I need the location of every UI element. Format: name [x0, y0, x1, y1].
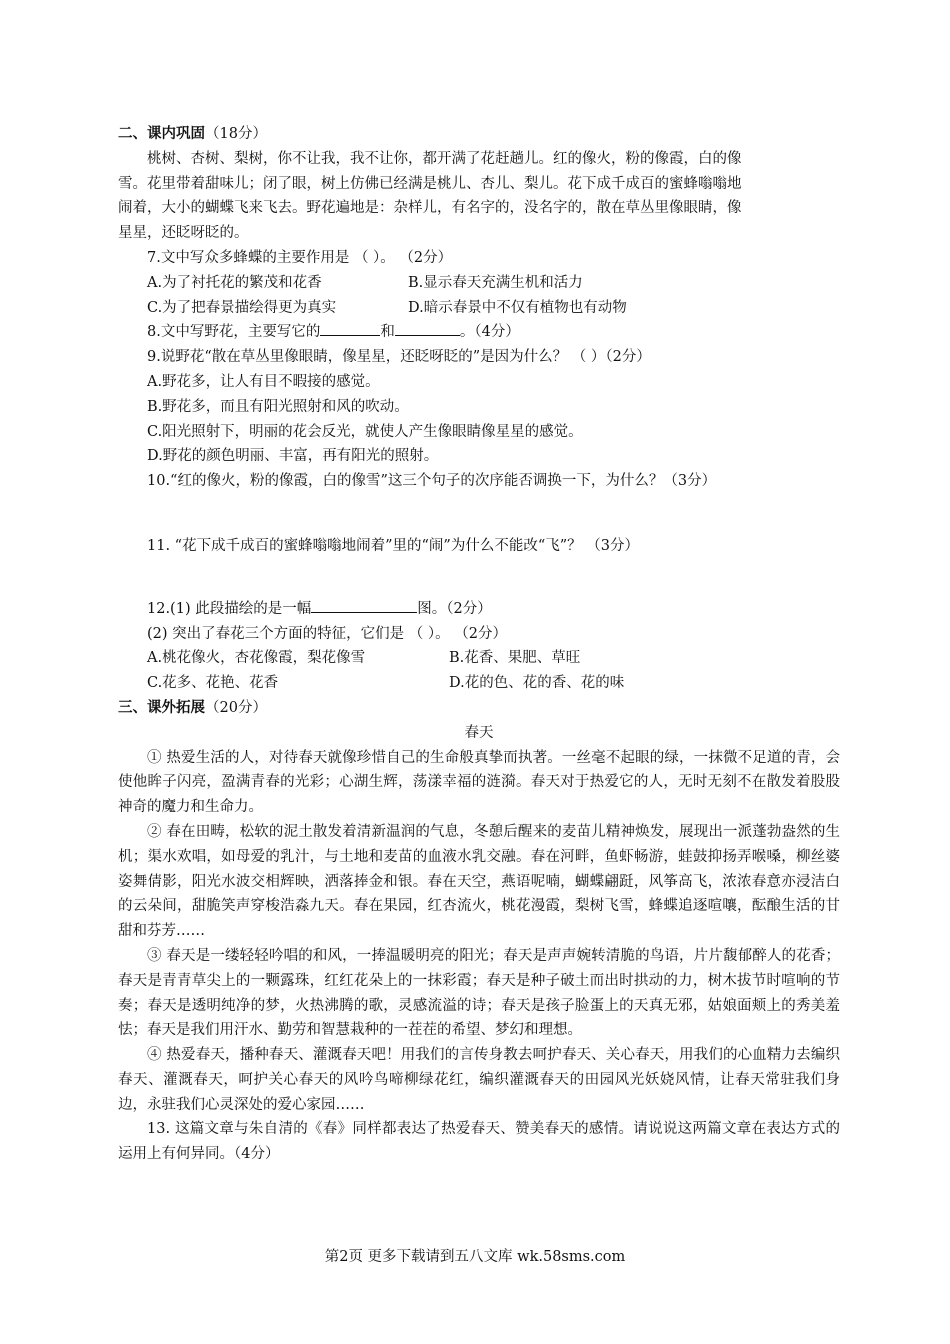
q12-text-2: 图。（2分） — [417, 600, 492, 617]
q12-option-a: A.桃花像火，杏花像霞，梨花像雪 — [147, 650, 366, 667]
section2-heading — [118, 122, 840, 147]
q9-option-c: C.阳光照射下，明丽的花会反光，就使人产生像眼睛像星星的感觉。 — [147, 423, 583, 440]
section2-title: 二、课内巩固 — [118, 125, 205, 142]
q9-option-d: D.野花的颜色明丽、丰富，再有阳光的照射。 — [147, 448, 439, 465]
question-9: 9.说野花“散在草丛里像眼睛，像星星，还眨呀眨的”是因为什么？ （ ）（2分） — [147, 349, 651, 366]
passage-line: 雪。花里带着甜味儿；闭了眼，树上仿佛已经满是桃儿、杏儿、梨儿。花下成千成百的蜜蜂嗡嗡地 — [118, 175, 742, 192]
page-footer: 第2页 更多下载请到五八文库 wk.58sms.com — [324, 1249, 626, 1265]
question-7: 7.文中写众多蜂蝶的主要作用是 （ ）。 （2分） — [147, 249, 453, 266]
question-7-options-row — [118, 271, 840, 296]
q12-text-1: 12.(1) 此段描绘的是一幅 — [147, 600, 312, 617]
question-8 — [118, 320, 840, 345]
q12-option-d: D.花的色、花的香、花的味 — [449, 675, 625, 692]
exam-page — [118, 122, 840, 1167]
question-12-part-1 — [118, 597, 840, 622]
q9-option-a: A.野花多，让人有目不暇接的感觉。 — [147, 373, 380, 390]
q8-text-3: 。（4分） — [459, 324, 520, 341]
answer-space — [118, 559, 840, 597]
question-11: 11. “花下成千成百的蜜蜂嗡嗡地闹着”里的“闹”为什么不能改“飞”？ （3分） — [147, 537, 639, 554]
article-paragraph-1: ① 热爱生活的人，对待春天就像珍惜自己的生命般真挚而执著。一丝毫不起眼的绿，一抹微不足道的青，会使他眸子闪亮，盈满青春的光彩；心湖生辉，荡漾幸福的涟漪。春天对于热爱它的人，无时无刻不在散发着股股神奇的魔力和生命力。 — [118, 749, 840, 816]
q8-blank-1[interactable] — [320, 321, 380, 336]
q7-option-b: B.显示春天充满生机和活力 — [408, 274, 583, 291]
q12-option-b: B.花香、果肥、草旺 — [449, 650, 581, 667]
q7-option-a: A.为了衬托花的繁茂和花香 — [147, 274, 322, 291]
question-12-part-2: (2) 突出了春花三个方面的特征，它们是 （ ）。 （2分） — [147, 625, 507, 642]
q8-text-1: 8.文中写野花，主要写它的 — [147, 324, 321, 341]
q12-option-c: C.花多、花艳、花香 — [147, 675, 279, 692]
q7-option-d: D.暗示春景中不仅有植物也有动物 — [408, 299, 627, 316]
section3-score: （20分） — [205, 699, 267, 716]
question-13: 13. 这篇文章与朱自清的《春》同样都表达了热爱春天、赞美春天的感情。请说说这两篇文章在表达方式的运用上有何异同。（4分） — [118, 1121, 840, 1163]
article-paragraph-3: ③ 春天是一缕轻轻吟唱的和风，一捧温暖明亮的阳光；春天是声声婉转清脆的鸟语，片片馥郁醉人的花香；春天是青青草尖上的一颗露珠，红红花朵上的一抹彩霞；春天是种子破土而出时拱动的力，树木拔节时喧响的节奏；春天是透明纯净的梦，火热沸腾的歌，灵感流溢的诗；春天是孩子脸蛋上的天真无邪，姑娘面颊上的秀美羞怯；春天是我们用汗水、勤劳和智慧栽种的一茬茬的希望、梦幻和理想。 — [118, 947, 840, 1039]
section3-heading — [118, 696, 840, 721]
question-7-options-row — [118, 296, 840, 321]
q9-option-b: B.野花多，而且有阳光照射和风的吹动。 — [147, 398, 409, 415]
section2-passage — [118, 147, 840, 246]
article-paragraph-2: ② 春在田畴，松软的泥土散发着清新温润的气息，冬憩后醒来的麦苗儿精神焕发，展现出一派蓬勃盎然的生机；渠水欢唱，如母爱的乳汁，与土地和麦苗的血液水乳交融。春在河畔，鱼虾畅游，蛙鼓抑扬弄喉嗓，柳丝婆姿舞倩影，阳光水波交相辉映，洒落捧金和银。春在天空，燕语呢喃，蝴蝶翩跹，风筝高飞，浓浓春意亦浸洁白的云朵间，甜脆笑声穿梭浩淼九天。春在果园，红杏流火，桃花漫霞，梨树飞雪，蜂蝶追逐喧嚷，酝酿生活的甘甜和芬芳…… — [118, 823, 840, 940]
passage-line: 星星，还眨呀眨的。 — [118, 225, 249, 242]
passage-line: 闹着，大小的蝴蝶飞来飞去。野花遍地是：杂样儿，有名字的，没名字的，散在草丛里像眼睛，像 — [118, 200, 742, 217]
q12-blank[interactable] — [311, 598, 417, 613]
q8-text-2: 和 — [380, 324, 395, 341]
article-paragraph-4: ④ 热爱春天，播种春天、灌溉春天吧！用我们的言传身教去呵护春天、关心春天，用我们的心血精力去编织春天、灌溉春天，呵护关心春天的风吟鸟啼柳绿花红，编织灌溉春天的田园风光妖娆风情，让春天常驻我们身边，永驻我们心灵深处的爱心家园…… — [118, 1047, 840, 1113]
passage-line: 桃树、杏树、梨树，你不让我，我不让你，都开满了花赶趟儿。红的像火，粉的像霞，白的像 — [147, 150, 742, 167]
answer-space — [118, 494, 840, 534]
question-12-options-row — [118, 671, 840, 696]
section2-score: （18分） — [205, 126, 267, 142]
q7-option-c: C.为了把春景描绘得更为真实 — [147, 299, 337, 316]
q8-blank-2[interactable] — [395, 321, 460, 336]
article-title: 春天 — [464, 724, 494, 741]
section3-title: 三、课外拓展 — [118, 698, 205, 716]
question-10: 10.“红的像火，粉的像霞，白的像雪”这三个句子的次序能否调换一下，为什么？（3分） — [147, 473, 717, 490]
question-12-options-row — [118, 646, 840, 671]
